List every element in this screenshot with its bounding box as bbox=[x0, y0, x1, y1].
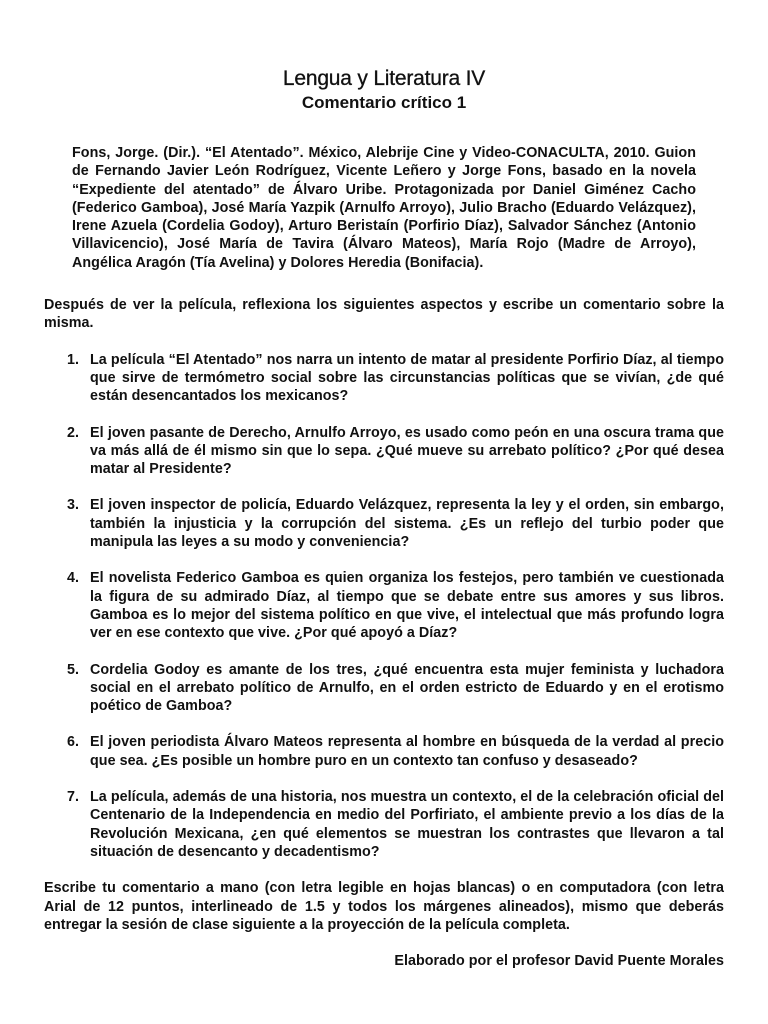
question-number: 5. bbox=[67, 661, 80, 678]
author-signature: Elaborado por el profesor David Puente Morales bbox=[394, 953, 724, 970]
submission-instructions: Escribe tu comentario a mano (con letra legible en hojas blancas) o en computadora (con letra Arial de 12 puntos, interlineado de 1.5 y todos los márgenes alineados), mismo que deberás entregar la sesión de clase siguiente a la proyección de la película completa. bbox=[44, 880, 724, 933]
question-item bbox=[44, 351, 724, 406]
questions-list bbox=[44, 351, 724, 862]
question-text: La película, además de una historia, nos muestra un contexto, el de la celebración oficial del Centenario de la Independencia en medio del Porfiriato, el ambiente previo a los días de la Revolución Mexicana, ¿en qué elementos se muestran los contrastes que llevaron a tal situación de desencanto y decadentismo? bbox=[90, 789, 724, 860]
question-text: El joven periodista Álvaro Mateos representa al hombre en búsqueda de la verdad al precio que sea. ¿Es posible un hombre puro en un contexto tan confuso y desaseado? bbox=[90, 734, 724, 769]
question-number: 7. bbox=[67, 789, 80, 806]
page-subtitle: Comentario crítico 1 bbox=[301, 93, 467, 112]
instructions-intro: Después de ver la película, reflexiona los siguientes aspectos y escribe un comentario sobre la misma. bbox=[44, 297, 724, 332]
question-number: 6. bbox=[67, 734, 80, 751]
question-item bbox=[44, 733, 724, 770]
question-text: Cordelia Godoy es amante de los tres, ¿qué encuentra esta mujer feminista y luchadora social en el arrebato político de Arnulfo, en el orden estricto de Eduardo y en el erotismo poético de Gamboa? bbox=[90, 661, 724, 715]
question-item bbox=[44, 496, 724, 551]
question-text: El joven inspector de policía, Eduardo Velázquez, representa la ley y el orden, sin embargo, también la injusticia y la corrupción del sistema. ¿Es un reflejo del turbio poder que manipula las leyes a su modo y conveniencia? bbox=[90, 497, 724, 551]
film-reference: Fons, Jorge. (Dir.). “El Atentado”. México, Alebrije Cine y Video-CONACULTA, 2010. Guion de Fernando Javier León Rodríguez, Vicente Leñero y Jorge Fons, basado en la novela “Expediente del atentado” de Álvaro Uribe. Protagonizada por Daniel Giménez Cacho (Federico Gamboa), José María Yazpik (Arnulfo Arroyo), Julio Bracho (Eduardo Velázquez), Irene Azuela (Cordelia Godoy), Arturo Beristaín (Porfirio Díaz), Salvador Sánchez (Antonio Villavicencio), José María de Tavira (Álvaro Mateos), María Rojo (Madre de Arroyo), Angélica Aragón (Tía Avelina) y Dolores Heredia (Bonifacia). bbox=[72, 145, 696, 271]
question-item bbox=[44, 661, 724, 716]
question-number: 1. bbox=[67, 351, 80, 368]
question-text: La película “El Atentado” nos narra un intento de matar al presidente Porfirio Díaz, al tiempo que sirve de termómetro social sobre las circunstancias políticas que se vivían, ¿de qué están desencantados los mexicanos? bbox=[90, 351, 724, 405]
question-number: 4. bbox=[67, 570, 80, 587]
question-item bbox=[44, 569, 724, 642]
question-number: 2. bbox=[67, 424, 80, 441]
question-text: El joven pasante de Derecho, Arnulfo Arroyo, es usado como peón en una oscura trama que va más allá de él mismo sin que lo sepa. ¿Qué mueve su arrebato político? ¿Por qué desea matar al Presidente? bbox=[90, 424, 724, 478]
question-item bbox=[44, 424, 724, 479]
question-item bbox=[44, 788, 724, 861]
question-number: 3. bbox=[67, 497, 80, 514]
question-text: El novelista Federico Gamboa es quien organiza los festejos, pero también ve cuestionada la figura de su admirado Díaz, al tiempo que se debate entre sus amores y sus libros. Gamboa es lo mejor del sistema político en que vive, el intelectual que más profundo logra ver en ese contexto que vive. ¿Por qué apoyó a Díaz? bbox=[90, 570, 724, 642]
page-title: Lengua y Literatura IV bbox=[282, 67, 486, 90]
